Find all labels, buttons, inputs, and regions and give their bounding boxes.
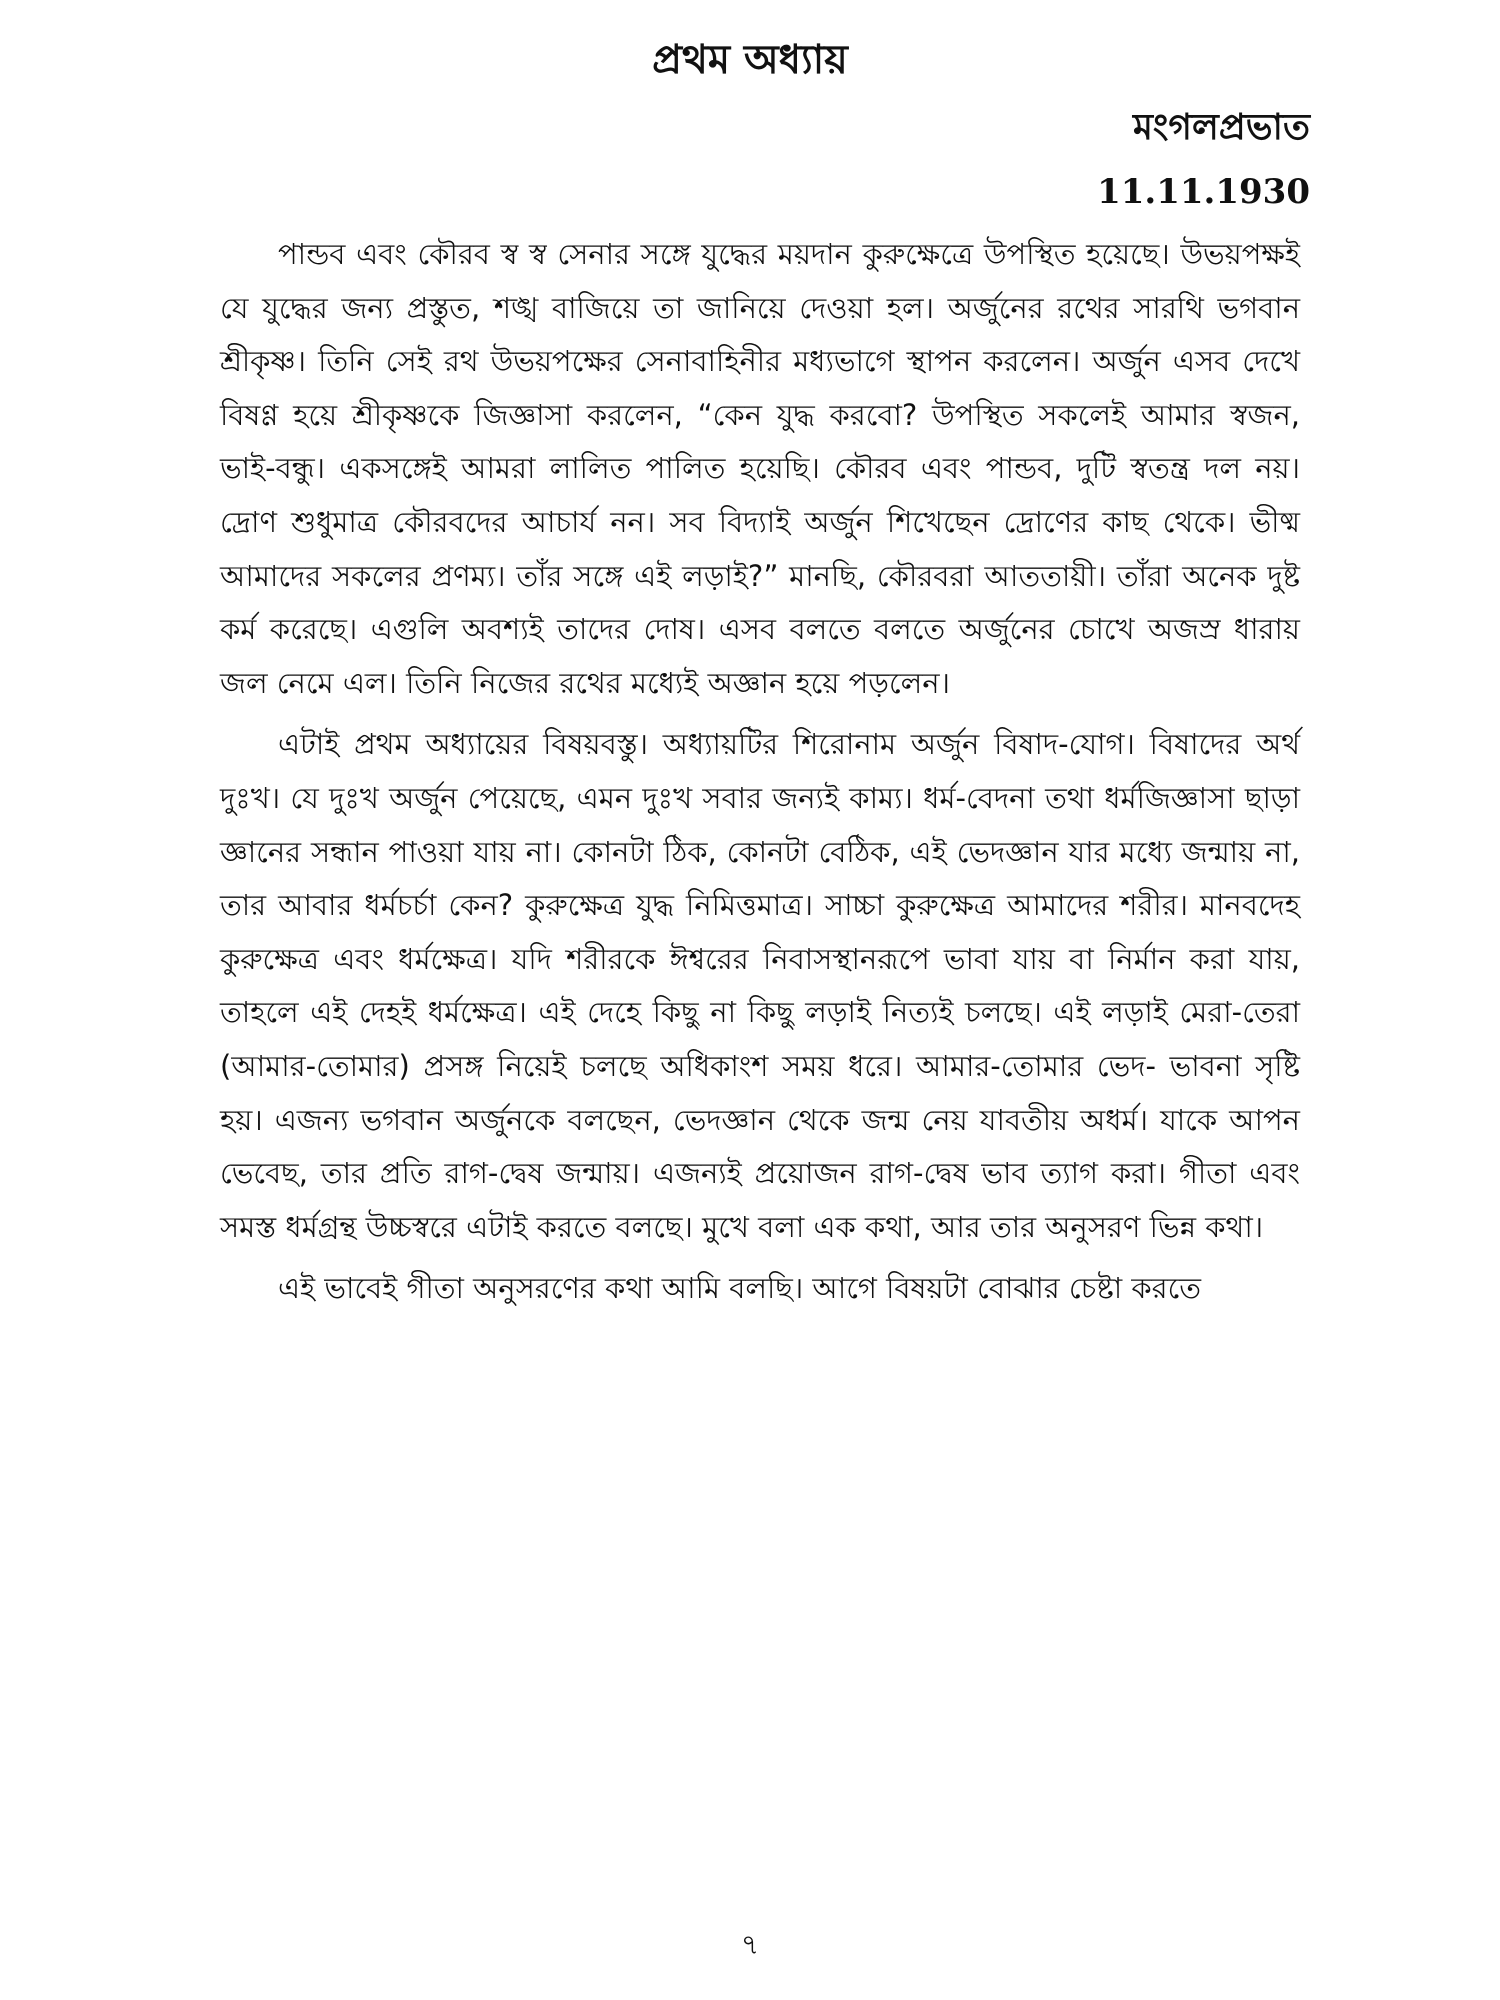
paragraph: এটাই প্রথম অধ্যায়ের বিষয়বস্তু। অধ্যায়টির শিরোনাম অর্জুন বিষাদ-যোগ। বিষাদের অর্থ দুঃখ। যে দুঃখ অর্জুন পেয়েছে, এমন দুঃখ সবার জন্যই কাম্য। ধর্ম-বেদনা তথা ধর্মজিজ্ঞাসা ছাড়া জ্ঞানের সন্ধান পাওয়া যায় না। কোনটা ঠিক, কোনটা বেঠিক, এই ভেদজ্ঞান যার মধ্যে জন্মায় না, তার আবার ধর্মচর্চা কেন? কুরুক্ষেত্র যুদ্ধ নিমিত্তমাত্র। সাচ্চা কুরুক্ষেত্র আমাদের শরীর। মানবদেহ কুরুক্ষেত্র এবং ধর্মক্ষেত্র। যদি শরীরকে ঈশ্বরের নিবাসস্থানরূপে ভাবা যায় বা নির্মান করা যায়, তাহলে এই দেহই ধর্মক্ষেত্র। এই দেহে কিছু না কিছু লড়াই নিত্যই চলছে। এই লড়াই মেরা-তেরা (আমার-তোমার) প্রসঙ্গ নিয়েই চলছে অধিকাংশ সময় ধরে। আমার-তোমার ভেদ- ভাবনা সৃষ্টি হয়। এজন্য ভগবান অর্জুনকে বলছেন, ভেদজ্ঞান থেকে জন্ম নেয় যাবতীয় অধর্ম। যাকে আপন ভেবেছ, তার প্রতি রাগ-দ্বেষ জন্মায়। এজন্যই প্রয়োজন রাগ-দ্বেষ ভাব ত্যাগ করা। গীতা এবং সমস্ত ধর্মগ্রন্থ উচ্চস্বরে এটাই করতে বলছে। মুখে বলা এক কথা, আর তার অনুসরণ ভিন্ন কথা। (220, 727, 1301, 1244)
chapter-subtitle: মংগলপ্রভাত (1132, 107, 1310, 148)
chapter-date: 11.11.1930 (1097, 172, 1310, 212)
paragraph: পান্ডব এবং কৌরব স্ব স্ব সেনার সঙ্গে যুদ্ধের ময়দান কুরুক্ষেত্রে উপস্থিত হয়েছে। উভয়পক্ষই যে যুদ্ধের জন্য প্রস্তুত, শঙ্খ বাজিয়ে তা জানিয়ে দেওয়া হল। অর্জুনের রথের সারথি ভগবান শ্রীকৃষ্ণ। তিনি সেই রথ উভয়পক্ষের সেনাবাহিনীর মধ্যভাগে স্থাপন করলেন। অর্জুন এসব দেখে বিষণ্ণ হয়ে শ্রীকৃষ্ণকে জিজ্ঞাসা করলেন, “কেন যুদ্ধ করবো? উপস্থিত সকলেই আমার স্বজন, ভাই-বন্ধু। একসঙ্গেই আমরা লালিত পালিত হয়েছি। কৌরব এবং পান্ডব, দুটি স্বতন্ত্র দল নয়। দ্রোণ শুধুমাত্র কৌরবদের আচার্য নন। সব বিদ্যাই অর্জুন শিখেছেন দ্রোণের কাছ থেকে। ভীষ্ম আমাদের সকলের প্রণম্য। তাঁর সঙ্গে এই লড়াই?” মানছি, কৌরবরা আততায়ী। তাঁরা অনেক দুষ্ট কর্ম করেছে। এগুলি অবশ্যই তাদের দোষ। এসব বলতে বলতে অর্জুনের চোখে অজস্র ধারায় জল নেমে এল। তিনি নিজের রথের মধ্যেই অজ্ঞান হয়ে পড়লেন। (220, 237, 1300, 700)
paragraph: এই ভাবেই গীতা অনুসরণের কথা আমি বলছি। আগে বিষয়টা বোঝার চেষ্টা করতে (278, 1271, 1201, 1306)
page-number: ৭ (740, 1928, 760, 1961)
chapter-title: প্রথম অধ্যায় (652, 37, 848, 83)
body-text (220, 228, 1300, 1324)
